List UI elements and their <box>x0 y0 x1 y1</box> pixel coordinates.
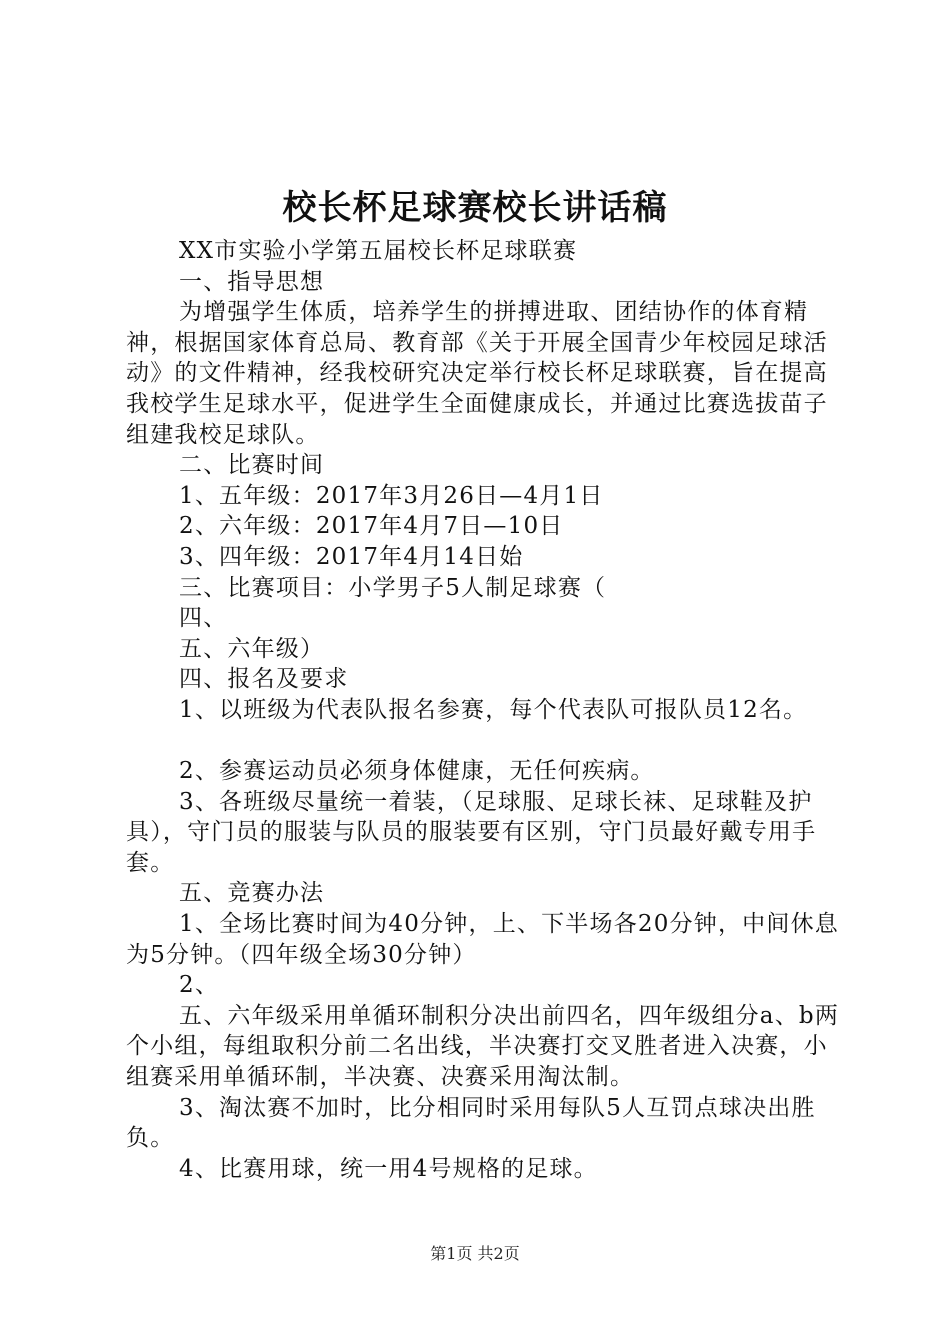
list-item: 2、参赛运动员必须身体健康，无任何疾病。 <box>179 758 655 785</box>
section-heading: 一、指导思想 <box>179 268 325 295</box>
list-item: 2、 <box>179 972 220 999</box>
list-item: 3、四年级：2017年4月14日始 <box>179 543 524 570</box>
document-title: 校长杯足球赛校长讲话稿 <box>282 188 668 228</box>
list-item: 2、六年级：2017年4月7日—10日 <box>179 513 564 540</box>
list-item: 3、各班级尽量统一着装，（足球服、足球长袜、足球鞋及护具），守门员的服装与队员的服装要有区别，守门员最好戴专用手套。 <box>126 788 817 876</box>
paragraph: 为增强学生体质，培养学生的拼搏进取、团结协作的体育精神，根据国家体育总局、教育部《关于开展全国青少年校园足球活动》的文件精神，经我校研究决定举行校长杯足球联赛，旨在提高我校学生足球水平，促进学生全面健康成长，并通过比赛选拔苗子组建我校足球队。 <box>126 299 828 448</box>
section-heading: 二、比赛时间 <box>179 452 325 479</box>
paragraph: 五、六年级采用单循环制积分决出前四名，四年级组分a、b两个小组，每组取积分前二名出线，半决赛打交叉胜者进入决赛，小组赛采用单循环制，半决赛、决赛采用淘汰制。 <box>126 1002 840 1091</box>
document-body <box>126 236 846 1184</box>
paragraph: 五、六年级） <box>179 635 325 662</box>
list-item: 3、淘汰赛不加时，比分相同时采用每队5人互罚点球决出胜负。 <box>126 1094 816 1152</box>
section-heading: 三、比赛项目：小学男子5人制足球赛（ <box>179 574 607 601</box>
blank-line <box>126 726 846 757</box>
page-footer: 第1页 共2页 <box>430 1244 520 1263</box>
list-item: 1、全场比赛时间为40分钟，上、下半场各20分钟，中间休息为5分钟。（四年级全场30分钟） <box>126 911 839 968</box>
section-heading: 五、竞赛办法 <box>179 880 325 907</box>
list-item: 1、以班级为代表队报名参赛，每个代表队可报队员12名。 <box>179 696 808 723</box>
section-heading: 四、报名及要求 <box>179 666 349 693</box>
list-item: 1、五年级：2017年3月26日—4月1日 <box>179 482 604 509</box>
paragraph: XX市实验小学第五届校长杯足球联赛 <box>179 238 578 264</box>
list-item: 4、比赛用球，统一用4号规格的足球。 <box>179 1155 598 1182</box>
paragraph: 四、 <box>179 605 228 632</box>
